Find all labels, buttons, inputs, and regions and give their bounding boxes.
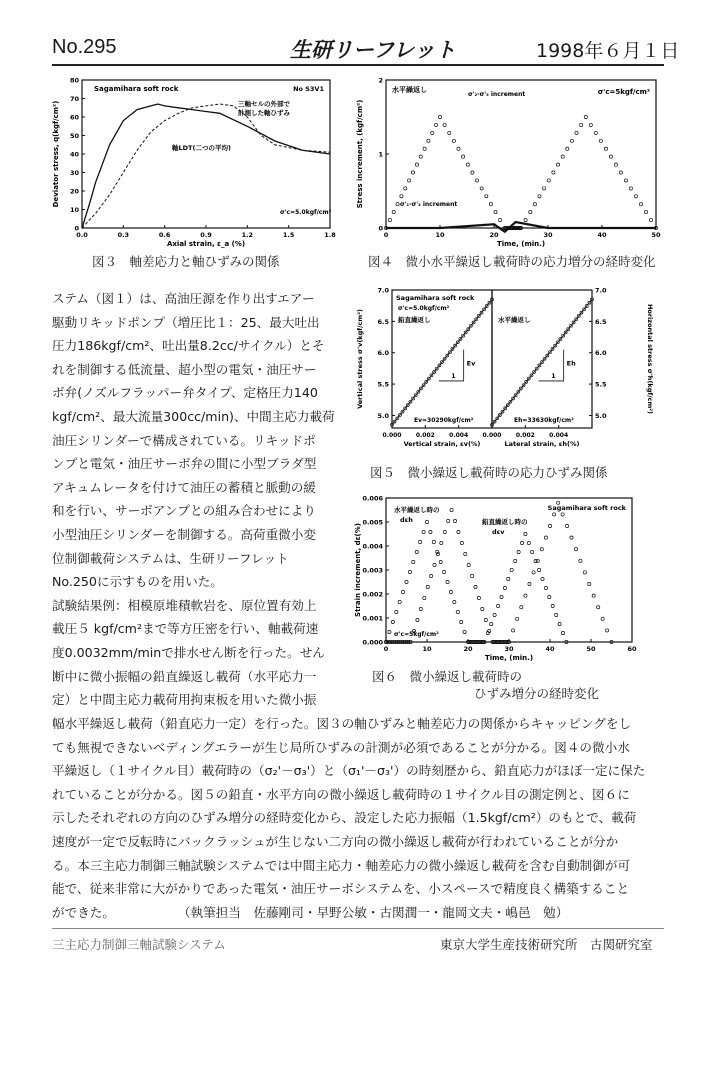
y-tick-label: 6.0 [377, 349, 389, 358]
issue-number: No.295 [52, 36, 117, 58]
y-tick-label: 0.000 [362, 638, 383, 647]
y-tick-label: 6.0 [595, 349, 607, 358]
annotation-label: 鉛直繰返し [398, 316, 431, 324]
y-axis-label: Horizontal stress σ'h(kgf/cm²) [646, 303, 654, 415]
body-line: ボ弁(ノズルフラッパー弁タイプ、定格圧力140 [52, 385, 318, 401]
figure-5-caption: 図５ 微小繰返し載荷時の応力ひずみ関係 [370, 465, 608, 480]
body-line: 油圧シリンダーで構成されている。リキッドポ [52, 432, 316, 448]
figure-3-chart [48, 74, 338, 249]
x-tick-label: 10 [435, 231, 445, 239]
figure-4-chart [352, 74, 662, 249]
y-tick-label: 6.5 [377, 317, 389, 326]
annotation-label: 三軸セルの外部で [238, 100, 290, 108]
x-tick-label: 0 [383, 645, 389, 653]
chart-title: Sagamihara soft rock [94, 85, 179, 93]
annotation-label: Eh=33630kgf/cm² [514, 417, 574, 424]
body-full-width [52, 712, 664, 924]
y-tick-label: 6.5 [595, 317, 607, 326]
annotation-label: σ'₁-σ'₃ increment [400, 201, 458, 208]
body-line: ステム（図１）は、高油圧源を作り出すエアー [52, 291, 315, 306]
footer-topic: 三主応力制御三軸試験システム [52, 937, 226, 952]
x-axis-label: Time, (min.) [496, 240, 546, 248]
y-tick-label: 0.003 [362, 566, 383, 575]
y-tick-label: 2 [378, 76, 383, 85]
x-tick-label: 0.9 [200, 231, 212, 239]
figure-6-caption-line2: ひずみ増分の経時変化 [474, 686, 600, 701]
body-line: 示したそれぞれの方向のひずみ増分の経時変化から、設定した応力振幅（1.5kgf/cm²）のもとで、載荷 [52, 810, 637, 826]
chart-title: Sagamihara soft rock [547, 504, 626, 512]
x-tick-label: 40 [545, 645, 555, 653]
header-rule [52, 64, 664, 66]
chart-title: Sagamihara soft rock [396, 294, 475, 302]
x-tick-label: 0.002 [515, 432, 535, 439]
annotation-label: 1 [551, 371, 556, 380]
body-line: No.250に示すものを用いた。 [52, 574, 223, 590]
body-line: 位制御載荷システムは、生研リーフレット [52, 550, 289, 566]
x-tick-label: 0.000 [482, 432, 502, 439]
x-tick-label: 20 [463, 645, 473, 653]
x-tick-label: 0.004 [449, 432, 469, 439]
body-line: 和を行い、サーボアンプとの組み合わせにより [52, 503, 316, 519]
body-line: れを制御する低流量、超小型の電気・油圧サー [52, 361, 317, 377]
y-tick-label: 20 [69, 187, 79, 196]
annotation-label: 水平繰返し [498, 316, 531, 324]
y-tick-label: 5.0 [595, 411, 607, 420]
y-tick-label: 80 [69, 76, 79, 85]
annotation-label: 水平繰返し時の [394, 506, 440, 514]
footer-rule [52, 928, 664, 929]
body-line: 定）と中間主応力載荷用拘束板を用いた微小振 [52, 692, 317, 708]
body-line: る。本三主応力制御三軸試験システムでは中間主応力・軸差応力の微小繰返し載荷を含む自動制御が可 [52, 857, 631, 873]
annotation-label: 1 [451, 371, 456, 380]
annotation-label: 水平繰返し [392, 86, 427, 94]
body-column [52, 287, 344, 712]
body-line: ても無視できないベディングエラーが生じ局所ひずみの計測が必須であることが分かる。図４の微小水 [52, 739, 630, 755]
annotation-label: σ'₂-σ'₃ increment [468, 91, 526, 98]
body-line: れていることが分かる。図５の鉛直・水平方向の微小繰返し載荷時の１サイクル目の測定例と、図６に [52, 786, 630, 802]
annotation-label: Ev=30290kgf/cm² [414, 417, 474, 424]
y-tick-label: 70 [69, 95, 79, 103]
annotation-label: σ'c=5.0kgf/cm² [280, 209, 332, 216]
y-tick-label: 60 [69, 113, 79, 122]
body-line: 圧力186kgf/cm²、吐出量8.2cc/サイクル）とそ [52, 338, 325, 354]
y-tick-label: 5.5 [595, 380, 607, 389]
y-tick-label: 0.001 [362, 614, 383, 623]
annotation-label: 軸LDT(二つの平均) [172, 144, 231, 152]
body-line: 試験結果例：相模原堆積軟岩を、原位置有効上 [52, 597, 317, 613]
y-axis-label: Stress increment, (kgf/cm²) [356, 99, 364, 209]
y-tick-label: 10 [69, 206, 79, 214]
x-tick-label: 40 [597, 231, 607, 239]
body-line: 度0.0032mm/minで排水せん断を行った。せん [52, 644, 325, 660]
annotation-label: σ'c=5kgf/cm² [394, 631, 439, 638]
x-axis-label: Lateral strain, εh(%) [504, 440, 580, 448]
figure-6-chart [350, 490, 666, 662]
x-tick-label: 20 [489, 231, 499, 239]
x-tick-label: 50 [586, 645, 596, 653]
body-line: ができた。 （執筆担当 佐藤剛司・早野公敏・古関潤一・龍岡文夫・嶋邑 勉） [52, 904, 569, 920]
y-tick-label: 0 [378, 224, 383, 233]
figure-5-chart [348, 282, 666, 460]
y-tick-label: 0.005 [362, 518, 383, 527]
y-tick-label: 5.5 [377, 380, 389, 389]
annotation-label: σ'c=5.0kgf/cm² [398, 305, 450, 312]
x-tick-label: 0.3 [117, 231, 130, 239]
footer-lab: 東京大学生産技術研究所 古関研究室 [440, 937, 653, 952]
y-tick-label: 50 [69, 132, 79, 140]
figure-3-caption: 図３ 軸差応力と軸ひずみの関係 [92, 254, 280, 269]
annotation-label: σ'c=5kgf/cm² [597, 88, 650, 96]
x-tick-label: 1.2 [241, 231, 254, 239]
x-tick-label: 0.000 [382, 432, 402, 439]
body-line: 断中に微小振幅の鉛直繰返し載荷（水平応力一 [52, 668, 317, 684]
x-tick-label: 60 [627, 645, 637, 653]
sample-id: No S3V1 [293, 85, 324, 93]
y-tick-label: 0.004 [362, 542, 383, 551]
y-tick-label: 7.0 [377, 286, 389, 295]
y-tick-label: 30 [69, 169, 79, 177]
body-line: 駆動リキッドポンプ（増圧比１：25、最大吐出 [52, 314, 320, 330]
body-line: 小型油圧シリンダーを制御する。高荷重微小変 [52, 526, 316, 542]
body-line: kgf/cm²、最大流量300cc/min)、中間主応力載荷 [52, 408, 335, 424]
x-tick-label: 0.004 [549, 432, 569, 439]
x-tick-label: 30 [543, 231, 553, 239]
y-tick-label: 7.0 [595, 286, 607, 295]
body-line: アキュムレータを付けて油圧の蓄積と脈動の緩 [52, 479, 316, 495]
figure-6-caption-line1: 図６ 微小繰返し載荷時の [372, 669, 523, 684]
x-tick-label: 0.6 [158, 231, 171, 239]
y-tick-label: 5.0 [377, 411, 389, 420]
leaflet-title: 生研リーフレット [290, 38, 456, 62]
body-line: 速度が一定で反転時にバックラッシュが生じない二方向の微小繰返し載荷が行われていることが分か [52, 833, 619, 849]
x-tick-label: 10 [422, 645, 432, 653]
annotation-label: dεh [400, 516, 413, 524]
x-axis-label: Axial strain, ε_a (%) [166, 240, 246, 248]
annotation-label: 計測した軸ひずみ [238, 109, 290, 117]
body-line: 幅水平繰返し載荷（鉛直応力一定）を行った。図３の軸ひずみと軸差応力の関係からキャッピングをし [52, 716, 632, 731]
x-tick-label: 50 [651, 231, 661, 239]
annotation-label: 鉛直繰返し時の [482, 518, 528, 526]
y-tick-label: 1 [378, 150, 383, 159]
x-tick-label: 0.0 [76, 231, 88, 239]
y-axis-label: Vertical stress σ'v(kgf/cm²) [356, 309, 364, 409]
y-tick-label: 40 [69, 150, 79, 159]
x-tick-label: 0.002 [415, 432, 435, 439]
x-axis-label: Vertical strain, εv(%) [403, 440, 481, 448]
body-line: 平繰返し（１サイクル目）載荷時の（σ₂'－σ₃'）と（σ₁'－σ₃'）の時刻歴から、鉛直応力がほぼ一定に保た [52, 763, 646, 779]
y-axis-label: Deviator stress, q(kgf/cm²) [52, 100, 60, 208]
y-tick-label: 0 [74, 224, 79, 233]
issue-date: 1998年６月１日 [536, 40, 680, 62]
body-line: 能で、従来非常に大がかりであった電気・油圧サーボシステムを、小スペースで精度良く構築すること [52, 881, 630, 897]
y-axis-label: Strain increment, dε(%) [354, 523, 362, 617]
annotation-label: dεv [492, 528, 505, 536]
x-tick-label: 1.8 [324, 231, 336, 239]
x-tick-label: 30 [504, 645, 514, 653]
annotation-label: Ev [466, 359, 476, 368]
x-tick-label: 1.5 [282, 231, 295, 239]
annotation-label: Eh [566, 359, 576, 368]
body-line: ンプと電気・油圧サーボ弁の間に小型ブラダ型 [52, 456, 317, 472]
figure-4-caption: 図４ 微小水平繰返し載荷時の応力増分の経時変化 [368, 254, 656, 269]
body-line: 載圧５ kgf/cm²まで等方圧密を行い、軸載荷速 [52, 621, 319, 637]
x-axis-label: Time, (min.) [484, 654, 534, 662]
y-tick-label: 0.006 [362, 494, 383, 503]
y-tick-label: 0.002 [362, 590, 383, 599]
x-tick-label: 0 [383, 231, 389, 239]
